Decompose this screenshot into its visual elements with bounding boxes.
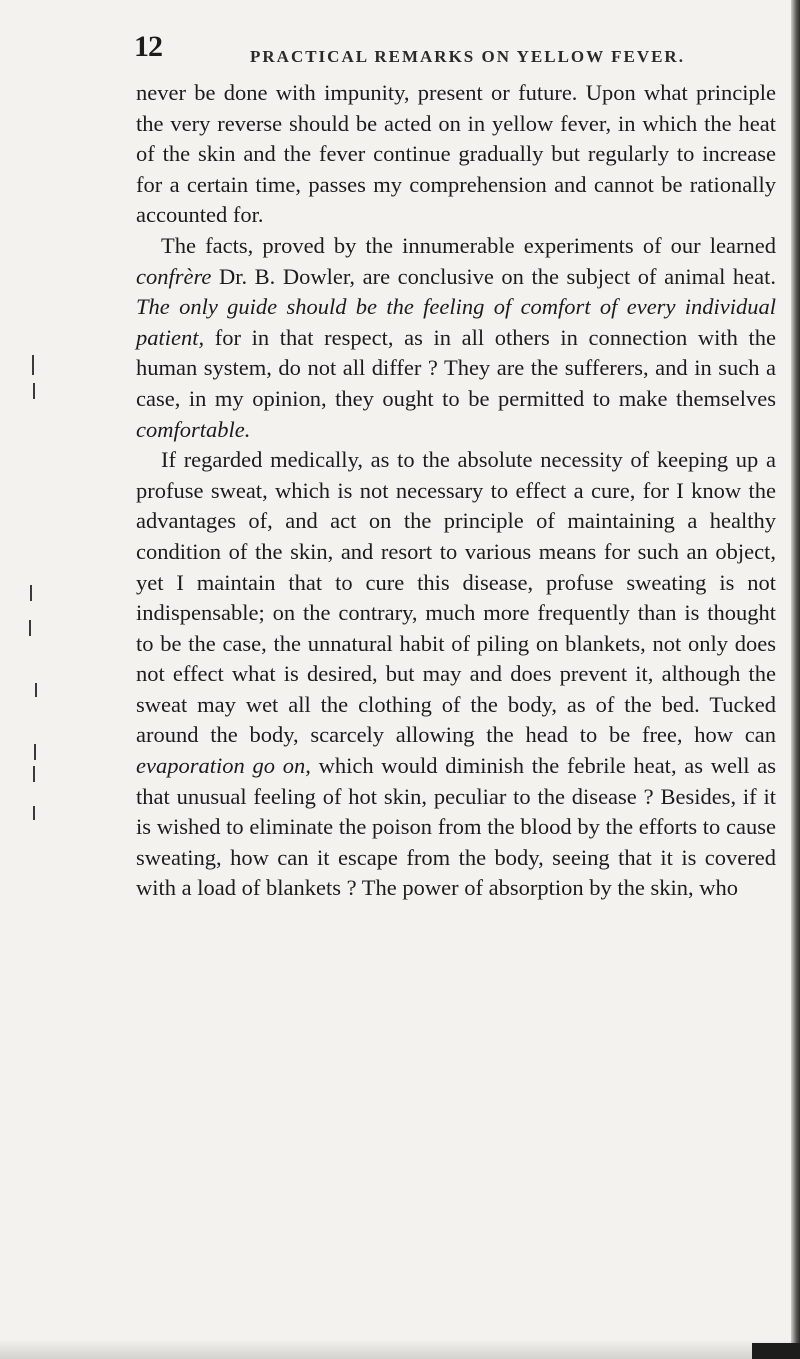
margin-mark: [35, 683, 37, 697]
text-run: for in that respect, as in all others in connection with the human system, do not all differ ? They are the sufferers, and in such a case, in my opinion, they ought to be permitted to make themselves: [136, 324, 776, 411]
margin-mark: [33, 806, 35, 820]
paragraph-2: [136, 231, 776, 445]
margin-mark: [29, 620, 31, 636]
paragraph-3: [136, 445, 776, 904]
text-run: never be done with impunity, present or future. Upon what principle the very reverse should be acted on in yellow fever, in which the heat of the skin and the fever continue gradually but regularly to increase for a certain time, passes my comprehension and cannot be rationally accounted for.: [136, 80, 776, 228]
italic-run: confrère: [136, 263, 212, 289]
text-run: If regarded medically, as to the absolute necessity of keeping up a profuse sweat, which is not necessary to effect a cure, for I know the advantages of, and act on the principle of maintaining a healthy condition of the skin, and resort to various means for such an object, yet I maintain that to cure this disease, profuse sweating is not indispensable; on the contrary, much more frequently than is thought to be the case, the unnatural habit of piling on blankets, not only does not effect what is desired, but may and does prevent it, although the sweat may wet all the clothing of the body, as of the bed. Tucked around the body, scarcely allowing the head to be free, how can: [136, 447, 776, 748]
paragraph-1: [136, 78, 776, 231]
margin-mark: [30, 585, 32, 601]
margin-mark: [32, 355, 34, 375]
text-run: Dr. B. Dowler, are conclusive on the subject of animal heat.: [211, 263, 776, 289]
margin-mark: [34, 744, 36, 760]
margin-mark: [33, 766, 35, 782]
running-head: PRACTICAL REMARKS ON YELLOW FEVER.: [250, 47, 685, 66]
right-page-edge: [791, 0, 800, 1359]
margin-mark: [33, 383, 35, 399]
page-number: 12: [134, 30, 162, 63]
bottom-edge: [0, 1339, 800, 1359]
italic-run: comfortable.: [136, 416, 251, 442]
text-run: The facts, proved by the innumerable experiments of our learned: [161, 232, 776, 258]
bottom-corner-mark: [752, 1343, 800, 1359]
italic-run: evaporation go on,: [136, 753, 311, 779]
italic-run: The only guide should be the feeling of comfort of every individual patient,: [136, 294, 776, 350]
text-run: which would diminish the febrile heat, as well as that unusual feeling of hot skin, peculiar to the disease ? Besides, if it is wished to eliminate the poison from the blood by the efforts to cause sweating, how can it escape from the body, seeing that it is covered with a load of blankets ? The power of absorption by the skin, who: [136, 753, 776, 901]
page-body: [136, 78, 776, 904]
